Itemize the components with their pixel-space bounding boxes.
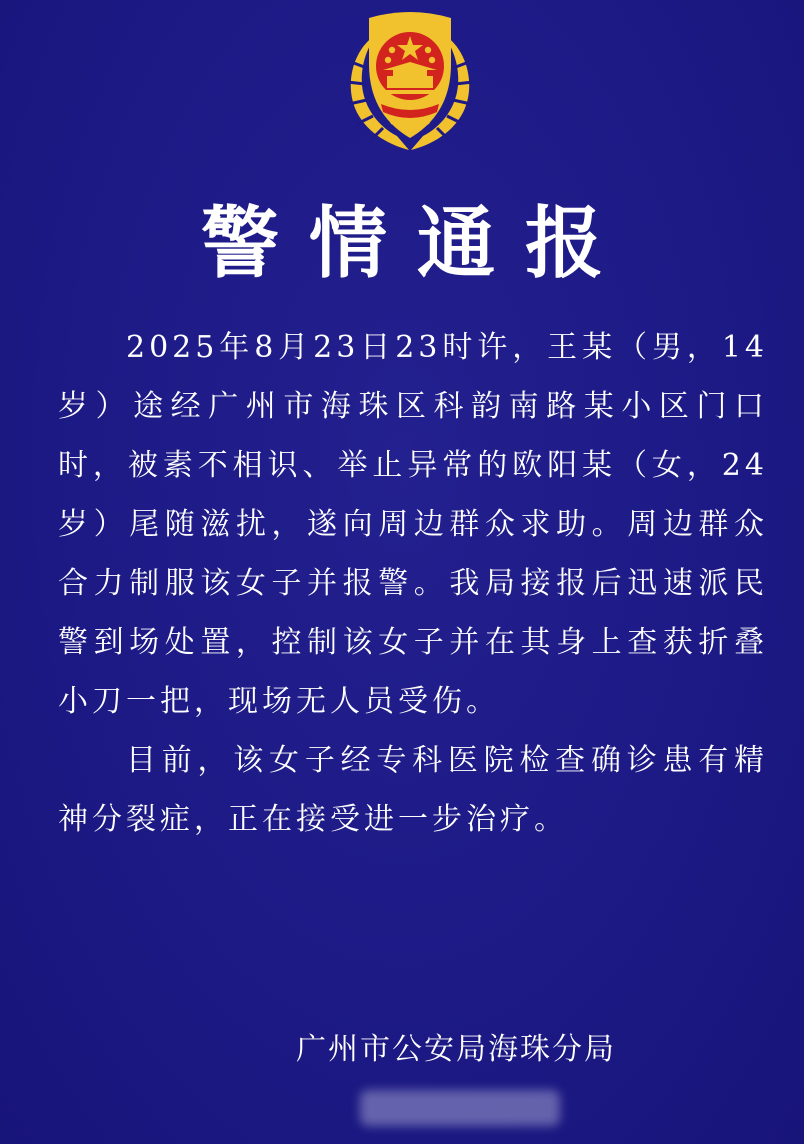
blurred-date: [360, 1090, 560, 1126]
issuing-authority: 广州市公安局海珠分局: [296, 1032, 616, 1067]
notice-title: 警情通报: [200, 199, 633, 289]
notice-paragraph-1: 2025年8月23日23时许，王某（男，14岁）途经广州市海珠区科韵南路某小区门口时，被素不相识、举止异常的欧阳某（女，24岁）尾随滋扰，遂向周边群众求助。周边群众合力制服该女子并报警。我局接报后迅速派民警到场处置，控制该女子并在其身上查获折叠小刀一把，现场无人员受伤。: [58, 330, 768, 719]
police-badge-icon: [337, 4, 483, 156]
notice-paragraph-2: 目前，该女子经专科医院检查确诊患有精神分裂症，正在接受进一步治疗。: [58, 743, 768, 837]
notice-body: [58, 318, 768, 849]
